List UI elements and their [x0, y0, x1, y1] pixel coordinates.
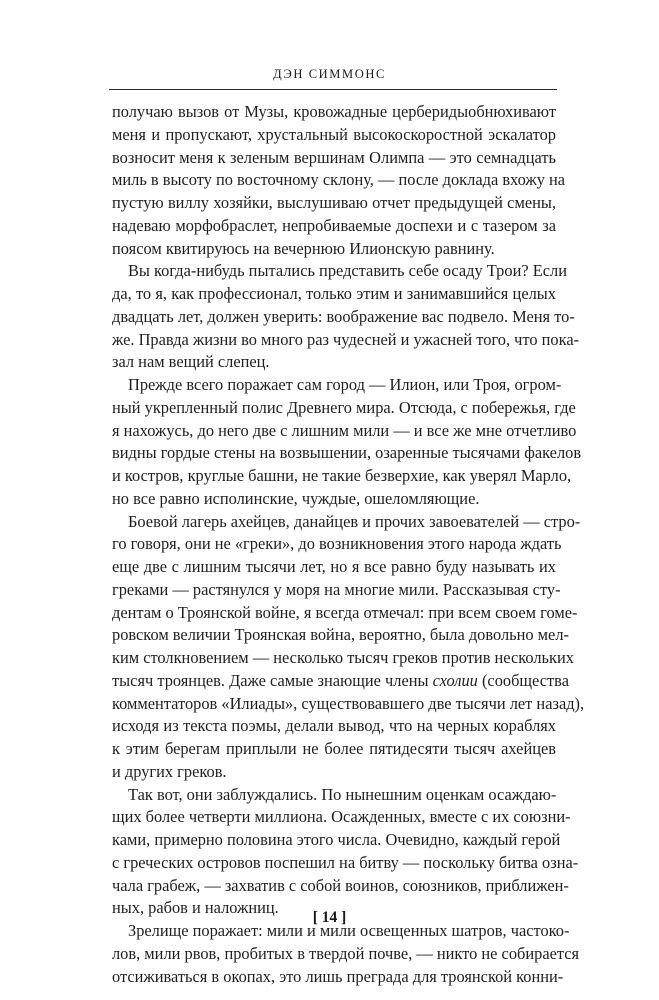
text-line: ками, примерно половина этого числа. Очевидно, каждый герой — [112, 830, 561, 849]
text-line: получаю вызов от Музы, кровожадные церберидыобнюхивают — [112, 102, 556, 121]
text-line: Вы когда-нибудь пытались представить себе осаду Трои? Если — [128, 261, 567, 281]
text-line: с греческих островов поспешил на битву — поскольку битва озна- — [112, 852, 579, 872]
text-line: к этим берегам приплыли не более пятидесяти тысяч ахейцев — [112, 739, 556, 758]
text-line: же. Правда жизни во много раз чудесней и ужасней того, что пока- — [112, 329, 580, 349]
text-line: чала грабеж, — захватив с собой воинов, союзников, приближен- — [112, 875, 569, 895]
text-line: пустую виллу хозяйки, выслушиваю отчет предыдущей смены, — [112, 193, 556, 212]
text-line: ных, рабов и наложниц. — [112, 898, 279, 918]
text-line: ким столкновением — несколько тысяч греков против нескольких — [112, 648, 574, 667]
text-line: греками — растянулся у моря на многие мили. Рассказывая сту- — [112, 579, 561, 599]
text-line: видны гордые стены на возвышении, озаренные тысячами факелов — [112, 443, 582, 463]
text-line: и других греков. — [112, 761, 227, 781]
page-number: [ 14 ] — [312, 909, 347, 926]
text-line: го говоря, они не «греки», до возникновения этого народа ждать — [112, 534, 562, 554]
text-line: комментаторов «Илиады», существовавшего две тысячи лет назад), — [112, 693, 585, 713]
text-line: поясом квитируюсь на вечернюю Илионскую равнину. — [112, 238, 495, 258]
text-line: дентам о Троянской войне, я всегда отмечал: при всем своем гоме- — [112, 602, 578, 622]
text-line: лов, мили рвов, пробитых в твердой почве, — никто не собирается — [112, 943, 580, 963]
body-text — [112, 101, 585, 988]
text-line: Зрелище поражает: мили и мили освещенных шатров, частоко- — [128, 921, 570, 940]
text-line: да, то я, как профессионал, только этим и занимавшийся целых — [112, 284, 556, 303]
text-line: Так вот, они заблуждались. По нынешним оценкам осаждаю- — [128, 784, 557, 804]
text-line: возносит меня к зеленым вершинам Олимпа — это семнадцать — [112, 147, 556, 167]
text-line: щих более четверти миллиона. Осажденных, вместе с их союзни- — [112, 807, 571, 827]
text-line: еще две с лишним тысячи лет, но я все равно буду называть их — [112, 557, 556, 576]
text-line: надеваю морфобраслет, непробиваемые доспехи и с тазером за — [112, 215, 556, 235]
text-line: миль в высоту по восточному склону, — после доклада вхожу на — [112, 170, 566, 190]
text-line: двадцать лет, должен уверить: воображение вас подвело. Меня то- — [112, 306, 575, 326]
text-line: но все равно исполинские, чуждые, ошеломляющие. — [112, 488, 480, 508]
text-line: Боевой лагерь ахейцев, данайцев и прочих завоевателей — стро- — [128, 511, 581, 531]
text-line: зал нам вещий слепец. — [112, 352, 270, 372]
text-line: Прежде всего поражает сам город — Илион, или Троя, огром- — [128, 375, 562, 394]
header-rule — [109, 89, 557, 90]
text-line: исходя из текста поэмы, делали вывод, что на черных кораблях — [112, 716, 556, 736]
text-line: ровском величии Троянская война, вероятно, была довольно мел- — [112, 625, 569, 645]
running-head: ДЭН СИММОНС — [273, 67, 386, 81]
text-line: отсиживаться в окопах, это лишь преграда для троянской конни- — [112, 966, 564, 986]
text-line: и костров, круглые башни, не такие безверхие, как уверял Марло, — [112, 466, 572, 485]
text-line: я нахожусь, до него две с лишним мили — и все же мне отчетливо — [112, 420, 577, 440]
text-line: ный укрепленный полис Древнего мира. Отсюда, с побережья, где — [112, 397, 576, 417]
text-line: меня и пропускают, хрустальный высокоскоростной эскалатор — [112, 124, 556, 144]
text-line: тысяч троянцев. Даже самые знающие члены схолии (сообщества — [112, 670, 569, 690]
